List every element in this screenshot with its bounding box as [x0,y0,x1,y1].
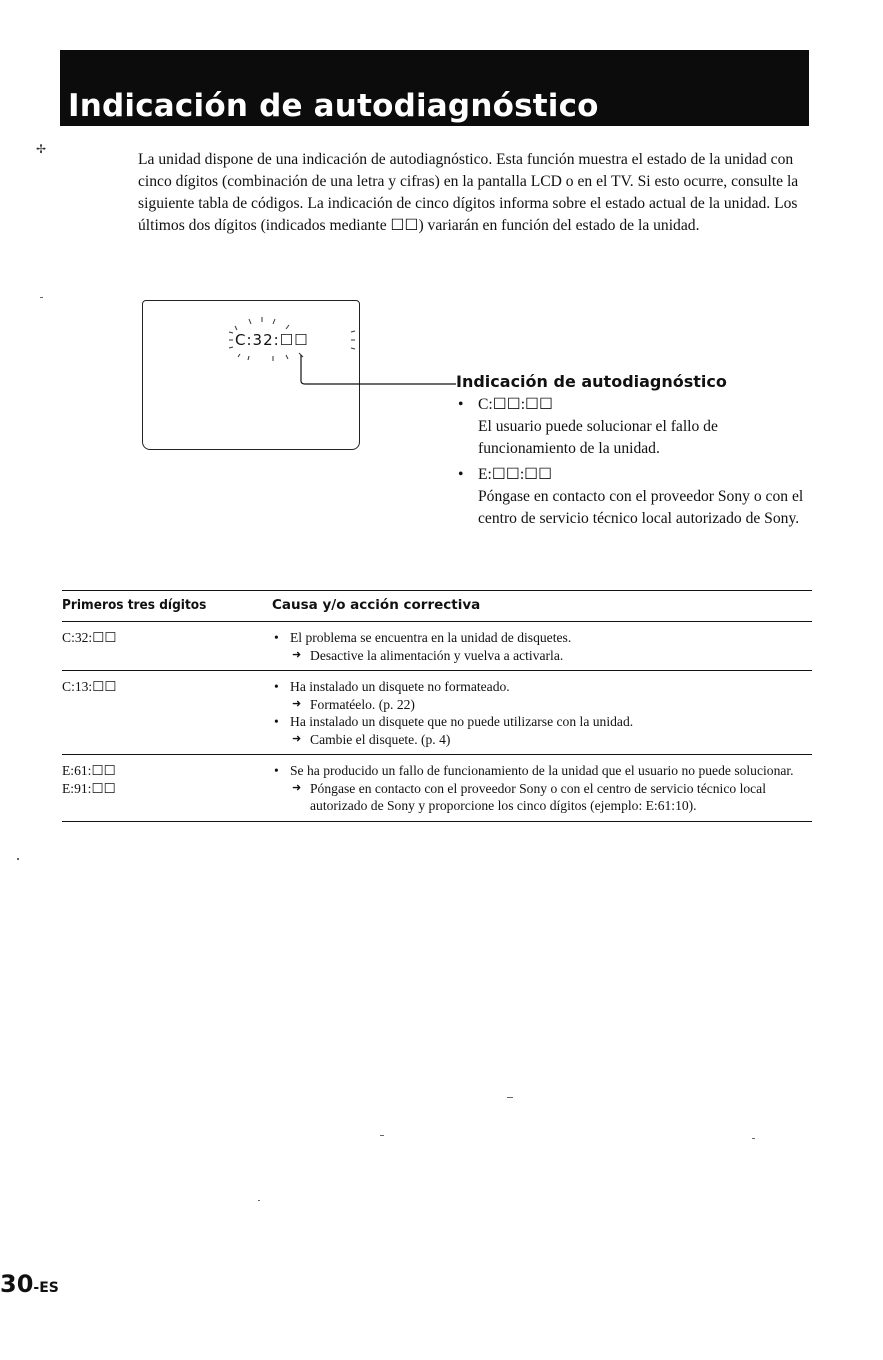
screen-readout: C:32:☐☐ [235,331,309,349]
error-code: E:91:☐☐ [62,781,116,796]
page-number-suffix: -ES [33,1280,59,1296]
row-actions [272,674,812,748]
diagnostic-desc: El usuario puede solucionar el fallo de funcionamiento de la unidad. [478,418,718,457]
row-actions [272,758,812,815]
cause-text: El problema se encuentra en la unidad de disquetes. [290,630,572,645]
bullet-icon: • [274,763,279,778]
page-number [0,1270,59,1298]
fix-item [272,731,812,749]
cause-item [272,762,812,780]
fix-item [272,696,812,714]
arrow-right-icon: ➜ [292,697,302,710]
fix-item [272,647,812,665]
intro-paragraph: La unidad dispone de una indicación de autodiagnóstico. Esta función muestra el estado de la unidad con cinco dígitos (combinación de una letra y cifras) en la pantalla LCD o en el TV. Si esto ocurre, consulte la siguiente tabla de códigos. La indicación de cinco dígitos informa sobre el estado actual de la unidad. Los últimos dos dígitos (indicados mediante ☐☐) variarán en función del estado de la unidad. [138,151,799,234]
bullet-icon: • [458,466,464,483]
diagnostic-code-e [456,464,816,486]
callout-line [300,355,460,387]
cause-item [272,713,812,731]
column-header-digits: Primeros tres dígitos [62,597,207,613]
scan-speck [380,1135,384,1136]
table-row [62,755,812,822]
row-codes [62,762,252,798]
bullet-icon: • [274,714,279,729]
arrow-right-icon: ➜ [292,781,302,794]
page-number-value: 30 [0,1270,34,1298]
row-codes [62,678,252,696]
diagnostic-code-c [456,394,816,416]
margin-mark: ✢ [36,142,47,156]
row-actions [272,625,812,664]
error-code: C:32:☐☐ [62,630,117,645]
diagnostic-code: E:☐☐:☐☐ [478,466,553,483]
table-row [62,622,812,671]
cause-item [272,678,812,696]
table-row [62,671,812,755]
arrow-right-icon: ➜ [292,732,302,745]
bullet-icon: • [458,396,464,413]
code-table [62,590,812,822]
bullet-icon: • [274,630,279,645]
column-header-cause: Causa y/o acción correctiva [272,597,481,613]
table-header [62,590,812,622]
page-title: Indicación de autodiagnóstico [68,88,599,124]
diagnostic-desc: Póngase en contacto con el proveedor Sony o con el centro de servicio técnico local autorizado de Sony. [478,488,804,527]
scan-speck [752,1138,755,1139]
fix-text: Póngase en contacto con el proveedor Sony o con el centro de servicio técnico local autorizado de Sony y proporcione los cinco dígitos (ejemplo: E:61:10). [310,780,766,813]
cause-text: Ha instalado un disquete no formateado. [290,679,510,694]
cause-text: Se ha producido un fallo de funcionamiento de la unidad que el usuario no puede solucionar. [290,763,794,778]
cause-text: Ha instalado un disquete que no puede utilizarse con la unidad. [290,714,634,729]
bullet-icon: • [274,679,279,694]
fix-text: Formatéelo. (p. 22) [310,696,415,712]
scan-speck [507,1097,513,1098]
row-codes [62,629,252,647]
diagnostic-title: Indicación de autodiagnóstico [456,372,727,391]
error-code: E:61:☐☐ [62,763,116,778]
scan-speck [17,858,19,860]
arrow-right-icon: ➜ [292,648,302,661]
diagnostic-code: C:☐☐:☐☐ [478,396,553,413]
diagnostic-legend [456,372,816,534]
fix-item [272,780,812,815]
scan-speck [40,297,43,298]
error-code: C:13:☐☐ [62,679,117,694]
cause-item [272,629,812,647]
fix-text: Desactive la alimentación y vuelva a activarla. [310,647,564,663]
scan-speck [258,1200,260,1201]
fix-text: Cambie el disquete. (p. 4) [310,731,451,747]
title-bar [60,50,809,126]
